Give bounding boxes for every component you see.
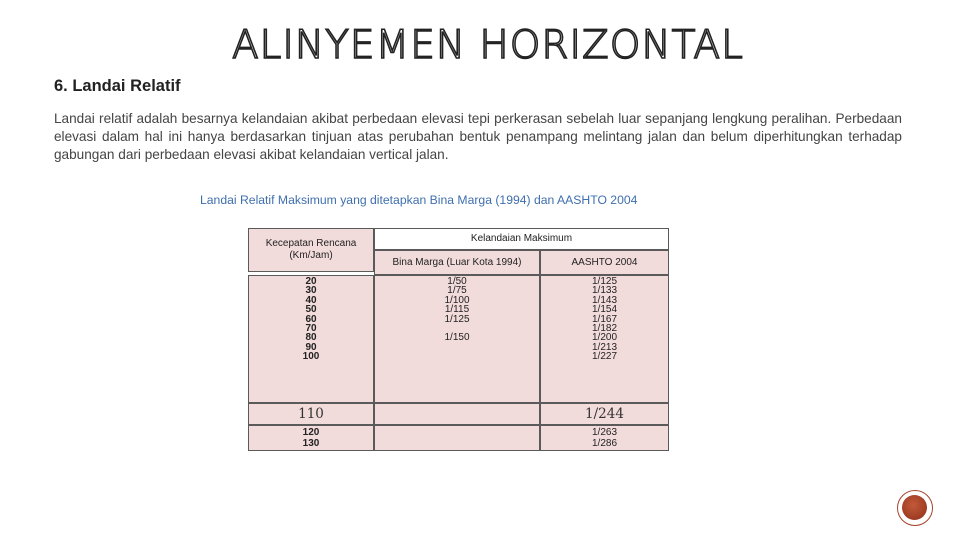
header-bina-cell — [374, 250, 540, 275]
speed-list-c — [248, 427, 374, 449]
aashto-cell-110 — [540, 403, 669, 425]
speed-value: 50 — [305, 304, 317, 316]
header-bina-label: Bina Marga (Luar Kota 1994) — [392, 257, 522, 268]
bina-value: 1/100 — [444, 294, 470, 306]
aashto-value: 1/227 — [591, 351, 618, 363]
header-speed-unit: (Km/Jam) — [289, 250, 333, 261]
bina-cell-110 — [374, 403, 540, 425]
body-paragraph: Landai relatif adalah besarnya kelandaian akibat perbedaan elevasi tepi perkerasan sebelah luar sepanjang lengkung peralihan. Perbedaan elevasi dalam hal ini hanya berdasarkan tinjuan atas perubahan bentuk penampang melintang jalan dan belum diperhitungkan terhadap gabungan dari perbedaan elevasi akibat kelandaian vertical jalan. — [54, 111, 902, 162]
speed-value: 40 — [305, 294, 317, 306]
speed-value: 70 — [305, 323, 317, 335]
slope-table — [248, 228, 669, 451]
logo-circle-icon — [897, 490, 933, 526]
header-speed-label: Kecepatan Rencana — [265, 238, 357, 249]
section-heading: 6. Landai Relatif — [54, 77, 181, 95]
logo-inner — [902, 495, 927, 520]
aashto-list-a — [540, 277, 669, 362]
bina-list-a — [374, 277, 540, 343]
table-caption: Landai Relatif Maksimum yang ditetapkan Bina Marga (1994) dan AASHTO 2004 — [200, 193, 638, 207]
aashto-value: 1/286 — [591, 438, 618, 449]
header-speed-cell — [248, 228, 374, 272]
aashto-value: 1/125 — [591, 276, 618, 287]
aashto-value-110: 1/244 — [585, 406, 624, 422]
speed-value: 90 — [305, 341, 317, 353]
aashto-value: 1/143 — [591, 294, 618, 306]
speed-value: 120 — [302, 427, 320, 438]
slide-title: ALINYEMEN HORIZONTAL — [232, 23, 744, 68]
speed-value-110: 110 — [298, 406, 324, 422]
speed-value: 100 — [302, 351, 320, 363]
header-aashto-cell — [540, 250, 669, 275]
bina-value: 1/115 — [444, 304, 470, 316]
speed-cell-110 — [248, 403, 374, 425]
aashto-value: 1/154 — [591, 304, 618, 316]
aashto-list-c — [540, 427, 669, 449]
header-group-cell — [374, 228, 669, 250]
aashto-value: 1/200 — [591, 332, 618, 344]
aashto-value: 1/182 — [591, 323, 618, 335]
bina-value: 1/50 — [447, 276, 467, 287]
speed-value: 20 — [305, 276, 317, 287]
speed-value: 130 — [302, 438, 320, 449]
speed-value: 30 — [305, 285, 317, 297]
bina-value: 1/75 — [447, 285, 467, 297]
aashto-value: 1/213 — [591, 341, 618, 353]
bina-value: 1/150 — [444, 332, 470, 344]
bina-block-c — [374, 425, 540, 451]
speed-value: 60 — [305, 313, 317, 325]
speed-list-a — [248, 277, 374, 362]
aashto-value: 1/133 — [591, 285, 618, 297]
aashto-value: 1/263 — [591, 427, 618, 438]
speed-value: 80 — [305, 332, 317, 344]
aashto-value: 1/167 — [591, 313, 618, 325]
header-aashto-label: AASHTO 2004 — [571, 257, 638, 268]
bina-value: 1/125 — [444, 313, 470, 325]
header-group-label: Kelandaian Maksimum — [470, 233, 573, 244]
